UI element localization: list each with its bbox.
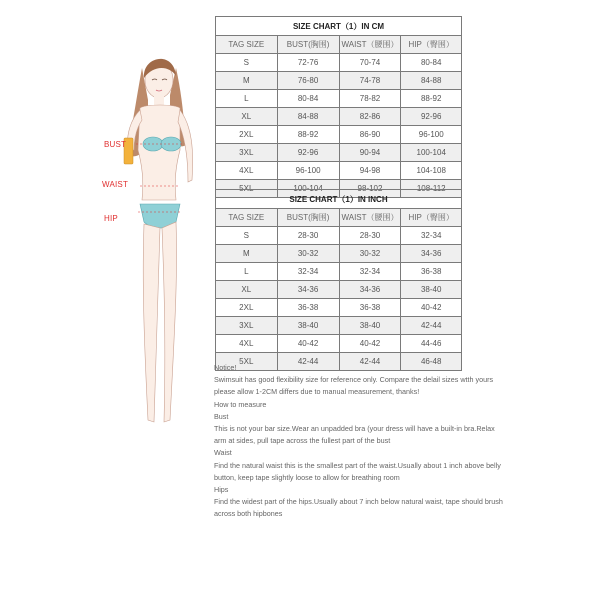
waist-text: Find the natural waist this is the smallest part of the waist.Usually about 1 inch above belly button, keep tape slightly loose to allow for breathing room: [214, 460, 501, 482]
notice-text: Swimsuit has good flexibility size for reference only. Compare the delail sizes wtth yours please allow 1-2CM differs due to manual measurement, thanks!: [214, 375, 494, 397]
table-row: [216, 90, 462, 108]
bust-text: This is not your bar size.Wear an unpadded bra (your dress will have a built-in bra.Relax arm at sides, pull tape across the fullest part of the bust: [214, 424, 495, 446]
cell: 34-36: [277, 281, 339, 299]
bust-heading: Bust: [214, 411, 229, 421]
table-row: [216, 281, 462, 299]
cell: 32-34: [401, 227, 462, 245]
cell: 100-104: [401, 144, 462, 162]
cell: 96-100: [277, 162, 339, 180]
table-row: [216, 335, 462, 353]
cell: 38-40: [277, 317, 339, 335]
cell: 98-102: [339, 180, 401, 198]
cell: 84-88: [401, 72, 462, 90]
cell: L: [216, 263, 278, 281]
cell: 28-30: [277, 227, 339, 245]
header-waist: WAIST（腰围）: [339, 36, 401, 54]
cell: 94-98: [339, 162, 401, 180]
cell: 42-44: [401, 317, 462, 335]
cell: 80-84: [277, 90, 339, 108]
cell: 108-112: [401, 180, 462, 198]
cell: 3XL: [216, 317, 278, 335]
cell: 36-38: [277, 299, 339, 317]
cell: 40-42: [339, 335, 401, 353]
header-tag-size: TAG SIZE: [216, 209, 278, 227]
table-header-row: [216, 36, 462, 54]
cell: XL: [216, 281, 278, 299]
table-title: SIZE CHART（1）IN INCH: [216, 190, 462, 209]
size-chart-cm: [215, 16, 462, 198]
cell: 88-92: [401, 90, 462, 108]
cell: 42-44: [339, 353, 401, 371]
cell: 36-38: [401, 263, 462, 281]
cell: 4XL: [216, 335, 278, 353]
cell: 70-74: [339, 54, 401, 72]
cell: L: [216, 90, 278, 108]
cell: 34-36: [339, 281, 401, 299]
cell: 40-42: [277, 335, 339, 353]
cell: 5XL: [216, 180, 278, 198]
cell: 34-36: [401, 245, 462, 263]
cell: 44-46: [401, 335, 462, 353]
cell: 2XL: [216, 126, 278, 144]
header-hip: HIP（臀围）: [401, 209, 462, 227]
table-row: [216, 227, 462, 245]
cell: 5XL: [216, 353, 278, 371]
cell: 74-78: [339, 72, 401, 90]
cell: 2XL: [216, 299, 278, 317]
hips-heading: Hips: [214, 485, 229, 495]
cell: 90-94: [339, 144, 401, 162]
cell: 96-100: [401, 126, 462, 144]
table-row: [216, 72, 462, 90]
waist-label: WAIST: [102, 180, 129, 189]
table-row: [216, 162, 462, 180]
model-illustration: [96, 40, 216, 440]
table-title: SIZE CHART（1）IN CM: [216, 17, 462, 36]
measurement-notes: [214, 362, 504, 521]
table-row: [216, 108, 462, 126]
cell: 3XL: [216, 144, 278, 162]
cell: 4XL: [216, 162, 278, 180]
cell: 46-48: [401, 353, 462, 371]
table-header-row: [216, 209, 462, 227]
cell: 84-88: [277, 108, 339, 126]
cell: S: [216, 54, 278, 72]
cell: 30-32: [339, 245, 401, 263]
header-hip: HIP（臀围）: [401, 36, 462, 54]
cell: 76-80: [277, 72, 339, 90]
cell: 80-84: [401, 54, 462, 72]
cell: M: [216, 72, 278, 90]
how-to-measure-heading: How to measure: [214, 399, 267, 409]
cell: 38-40: [339, 317, 401, 335]
cell: 36-38: [339, 299, 401, 317]
cell: 100-104: [277, 180, 339, 198]
cell: 88-92: [277, 126, 339, 144]
table-row: [216, 263, 462, 281]
cell: 32-34: [339, 263, 401, 281]
waist-heading: Waist: [214, 448, 232, 458]
cell: 72-76: [277, 54, 339, 72]
table-row: [216, 299, 462, 317]
cell: 38-40: [401, 281, 462, 299]
table-row: [216, 245, 462, 263]
header-bust: BUST(胸围): [277, 209, 339, 227]
cell: XL: [216, 108, 278, 126]
notice-heading: Notice!: [214, 363, 237, 372]
cell: 28-30: [339, 227, 401, 245]
cell: 82-86: [339, 108, 401, 126]
cell: 30-32: [277, 245, 339, 263]
cell: 92-96: [277, 144, 339, 162]
cell: 32-34: [277, 263, 339, 281]
cell: 78-82: [339, 90, 401, 108]
cell: M: [216, 245, 278, 263]
hip-label: HIP: [104, 214, 118, 223]
header-tag-size: TAG SIZE: [216, 36, 278, 54]
cell: 104-108: [401, 162, 462, 180]
table-row: [216, 317, 462, 335]
size-chart-inch: [215, 189, 462, 371]
header-waist: WAIST（腰围）: [339, 209, 401, 227]
table-row: [216, 144, 462, 162]
cell: S: [216, 227, 278, 245]
cell: 40-42: [401, 299, 462, 317]
bust-label: BUST: [104, 140, 127, 149]
cell: 42-44: [277, 353, 339, 371]
table-row: [216, 54, 462, 72]
table-row: [216, 126, 462, 144]
cell: 86-90: [339, 126, 401, 144]
hips-text: Find the widest part of the hips.Usually about 7 inch below natural waist, tape should brush across both hipbones: [214, 497, 503, 519]
header-bust: BUST(胸围): [277, 36, 339, 54]
cell: 92-96: [401, 108, 462, 126]
